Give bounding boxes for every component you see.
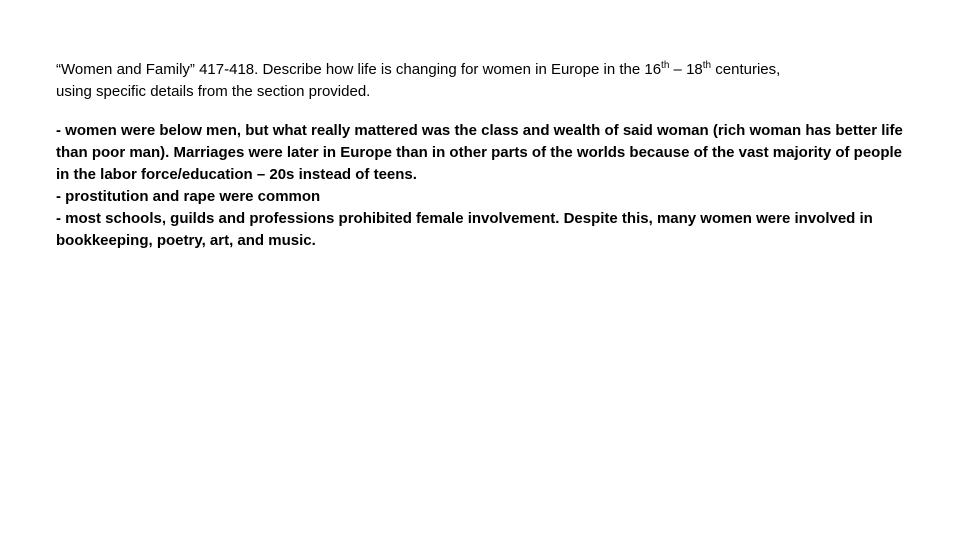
prompt-text-part1: “Women and Family” 417-418. Describe how life is changing for women in Europe in the 16	[56, 61, 662, 78]
prompt-text-part3: centuries,	[711, 61, 781, 78]
prompt-text-line2: using specific details from the section provided.	[56, 83, 371, 100]
answer-bullet: - most schools, guilds and professions prohibited female involvement. Despite this, many women were involved in bookkeeping, poetry, art, and music.	[56, 210, 873, 249]
slide-content	[56, 59, 916, 252]
prompt-question	[56, 59, 916, 103]
prompt-superscript-2: th	[702, 60, 712, 71]
answer-text	[56, 120, 916, 252]
answer-bullet: - women were below men, but what really mattered was the class and wealth of said woman (rich woman has better life than poor man). Marriages were later in Europe than in other parts of the worlds because of the vast majority of people in the labor force/education – 20s instead of teens.	[56, 122, 903, 183]
prompt-superscript-1: th	[661, 60, 670, 71]
prompt-text-part2: – 18	[669, 61, 703, 78]
answer-bullet: - prostitution and rape were common	[56, 188, 321, 205]
